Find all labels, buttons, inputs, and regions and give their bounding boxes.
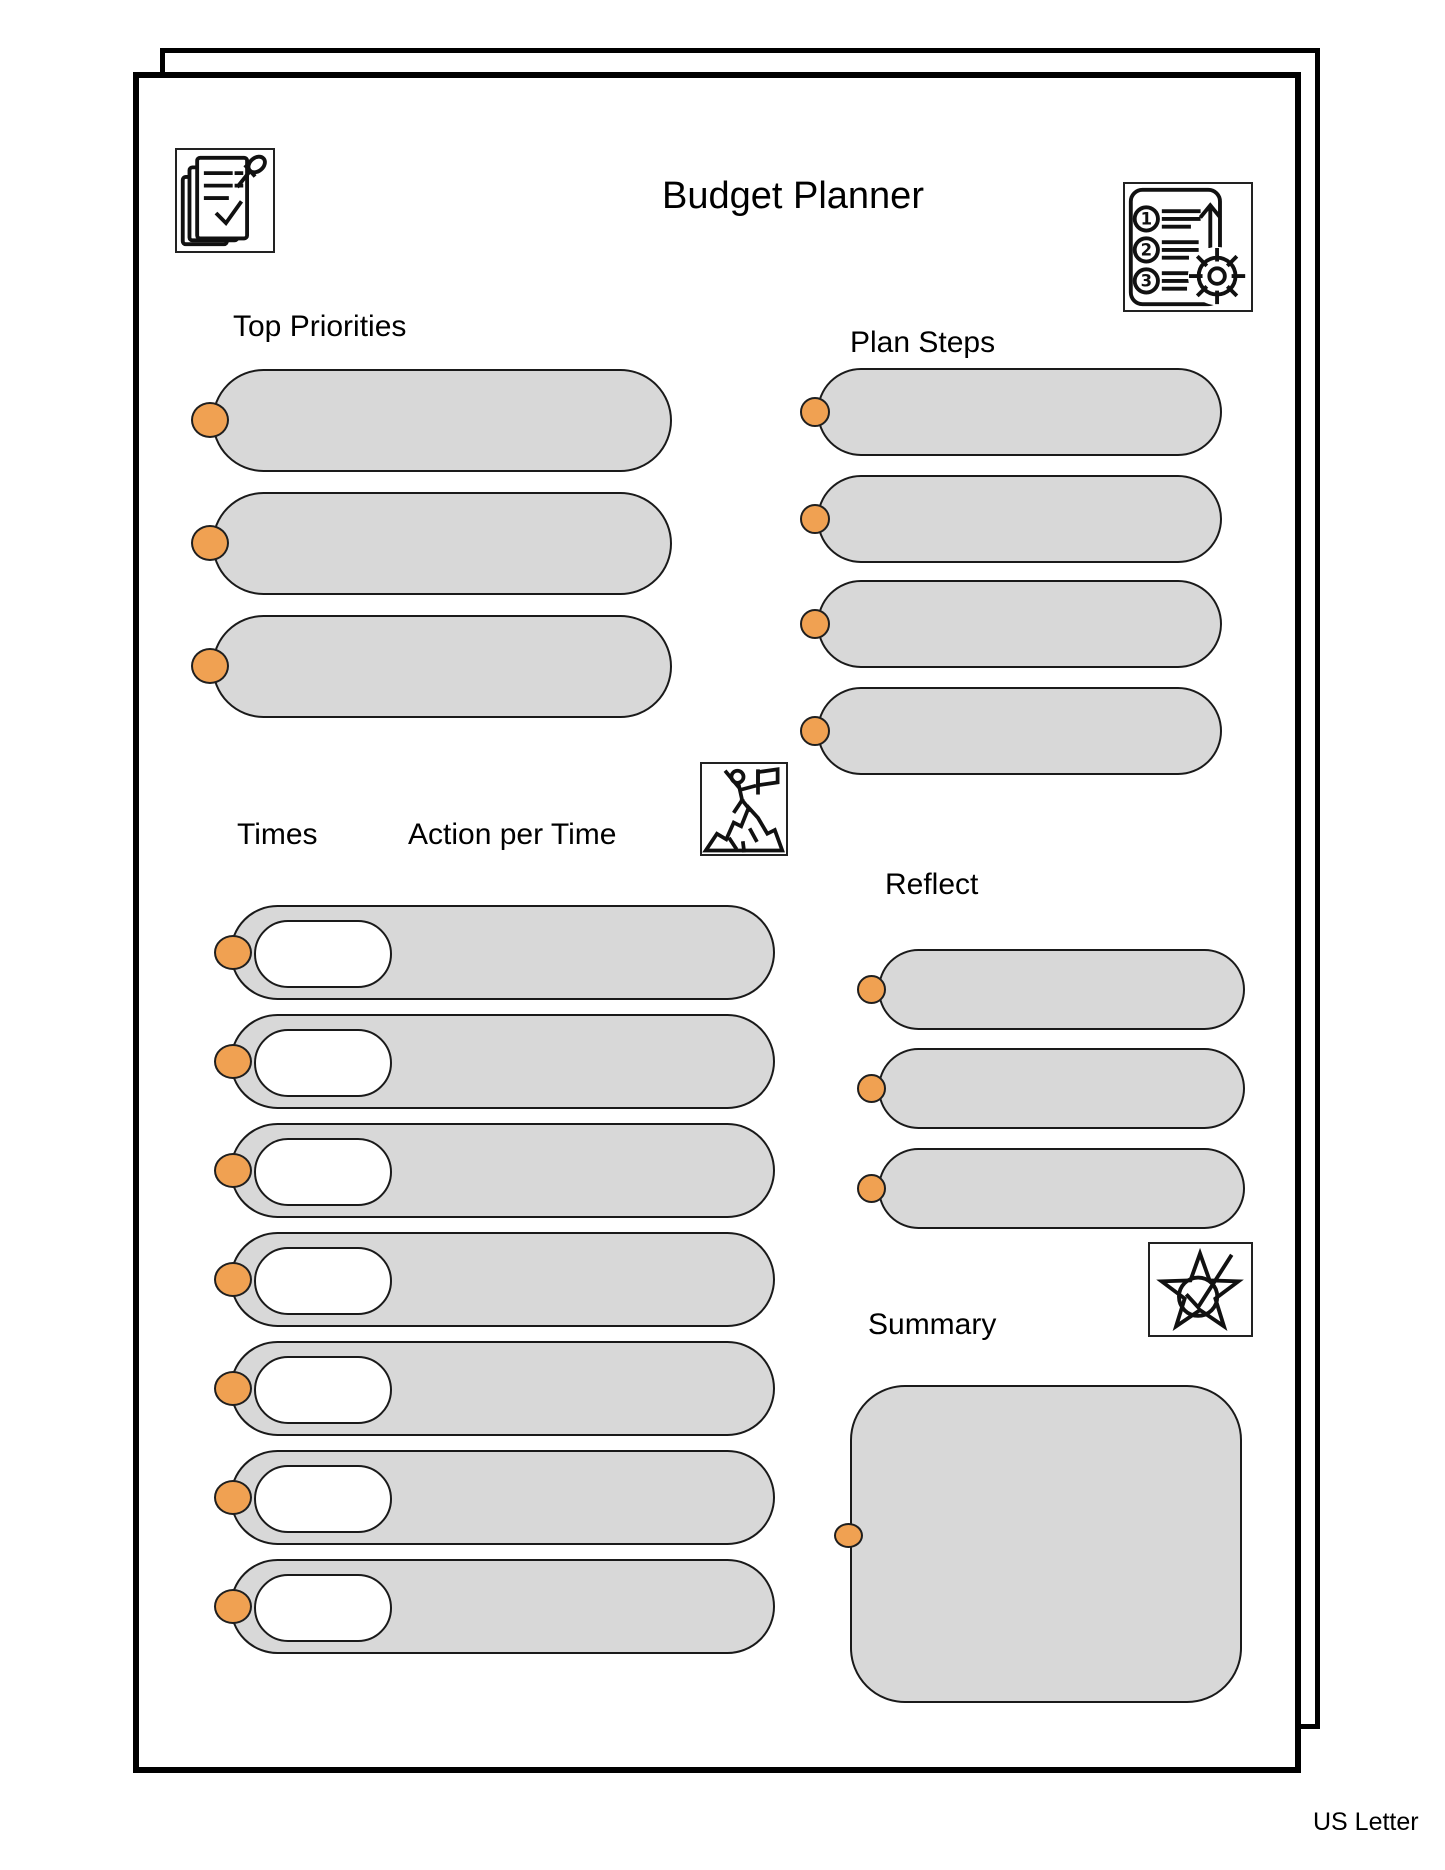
action-field-1[interactable] [230, 905, 775, 1000]
notes-pushpin-icon [175, 148, 275, 253]
plan-step-field-2[interactable] [817, 475, 1222, 563]
svg-text:3: 3 [1140, 271, 1153, 291]
section-label-top-priorities: Top Priorities [233, 310, 407, 343]
bullet-dot [857, 975, 886, 1004]
bullet-dot [800, 504, 830, 534]
bullet-dot [191, 525, 229, 561]
action-field-4[interactable] [230, 1232, 775, 1327]
section-label-plan-steps: Plan Steps [850, 326, 996, 359]
bullet-dot [800, 716, 830, 746]
reflect-field-2[interactable] [878, 1048, 1245, 1129]
reflect-field-1[interactable] [878, 949, 1245, 1030]
reflect-field-3[interactable] [878, 1148, 1245, 1229]
bullet-dot [214, 1262, 252, 1297]
top-priority-field-2[interactable] [212, 492, 672, 595]
action-field-6[interactable] [230, 1450, 775, 1545]
section-label-reflect: Reflect [885, 868, 979, 901]
bullet-dot [191, 402, 229, 438]
bullet-dot [214, 1153, 252, 1188]
bullet-dot [834, 1523, 863, 1548]
bullet-dot [857, 1174, 886, 1203]
top-priority-field-3[interactable] [212, 615, 672, 718]
paper-size-label: US Letter [1313, 1808, 1419, 1836]
time-field-2[interactable] [254, 1029, 392, 1097]
bullet-dot [214, 1044, 252, 1079]
mountain-flag-icon [700, 762, 788, 856]
time-field-3[interactable] [254, 1138, 392, 1206]
plan-step-field-4[interactable] [817, 687, 1222, 775]
numbered-plan-gear-icon [1123, 182, 1253, 312]
section-label-times: Times [237, 818, 318, 851]
time-field-1[interactable] [254, 920, 392, 988]
bullet-dot [214, 935, 252, 970]
plan-step-field-3[interactable] [817, 580, 1222, 668]
action-field-3[interactable] [230, 1123, 775, 1218]
section-label-action-per-time: Action per Time [408, 818, 617, 851]
top-priority-field-1[interactable] [212, 369, 672, 472]
plan-step-field-1[interactable] [817, 368, 1222, 456]
bullet-dot [214, 1480, 252, 1515]
section-label-summary: Summary [868, 1308, 997, 1341]
bullet-dot [191, 648, 229, 684]
time-field-7[interactable] [254, 1574, 392, 1642]
summary-field[interactable] [850, 1385, 1242, 1703]
svg-text:2: 2 [1140, 240, 1153, 260]
action-field-5[interactable] [230, 1341, 775, 1436]
bullet-dot [800, 397, 830, 427]
action-field-7[interactable] [230, 1559, 775, 1654]
svg-text:1: 1 [1140, 209, 1153, 229]
time-field-5[interactable] [254, 1356, 392, 1424]
time-field-4[interactable] [254, 1247, 392, 1315]
bullet-dot [857, 1074, 886, 1103]
bullet-dot [214, 1371, 252, 1406]
action-field-2[interactable] [230, 1014, 775, 1109]
time-field-6[interactable] [254, 1465, 392, 1533]
bullet-dot [214, 1589, 252, 1624]
star-check-icon [1148, 1242, 1253, 1337]
page-title: Budget Planner [662, 175, 924, 217]
bullet-dot [800, 609, 830, 639]
